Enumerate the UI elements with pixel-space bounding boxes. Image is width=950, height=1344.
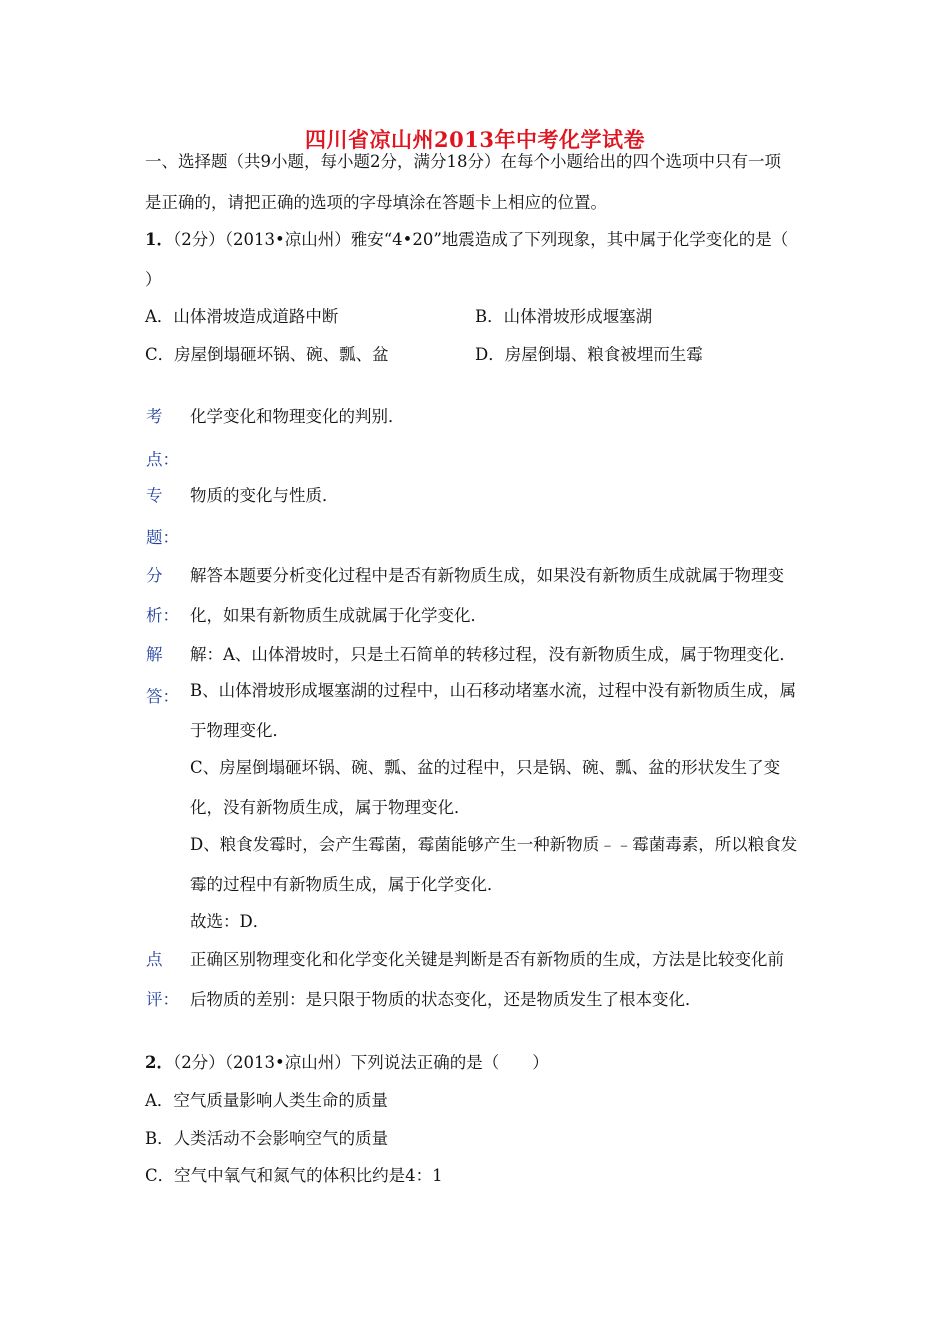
question-1-stem — [145, 230, 788, 250]
fenxi-label-2: 析： — [146, 606, 179, 625]
question-1-option-c: C．房屋倒塌砸坏锅、碗、瓢、盆 — [145, 345, 389, 364]
jieda-line-8: 故选：D． — [190, 912, 270, 931]
dianping-text-line-1: 正确区别物理变化和化学变化关键是判断是否有新物质的生成，方法是比较变化前 — [190, 950, 784, 969]
question-2-number: 2． — [145, 1053, 173, 1072]
zhuanti-label-1: 专 — [146, 486, 163, 505]
kaodian-label-1: 考 — [146, 407, 163, 426]
question-2-option-c: C．空气中氧气和氮气的体积比约是4：1 — [145, 1166, 443, 1185]
jieda-line-2: B、山体滑坡形成堰塞湖的过程中，山石移动堵塞水流，过程中没有新物质生成，属 — [190, 681, 797, 700]
page-title: 四川省凉山州2013年中考化学试卷 — [305, 127, 645, 152]
zhuanti-label-2: 题： — [146, 528, 179, 547]
jieda-line-3: 于物理变化． — [190, 721, 289, 740]
question-2-option-b: B．人类活动不会影响空气的质量 — [145, 1129, 389, 1148]
kaodian-label-2: 点： — [146, 450, 179, 469]
jieda-line-7: 霉的过程中有新物质生成，属于化学变化． — [190, 875, 504, 894]
dianping-label-1: 点 — [146, 950, 163, 969]
section-heading-line-2: 是正确的，请把正确的选项的字母填涂在答题卡上相应的位置。 — [145, 193, 607, 212]
jieda-line-5: 化，没有新物质生成，属于物理变化． — [190, 798, 471, 817]
fenxi-text-line-2: 化，如果有新物质生成就属于化学变化． — [190, 606, 487, 625]
question-1-stem-end: ） — [145, 270, 162, 289]
question-1-number: 1． — [145, 230, 173, 249]
question-2-option-a: A．空气质量影响人类生命的质量 — [145, 1091, 388, 1110]
fenxi-text-line-1: 解答本题要分析变化过程中是否有新物质生成，如果没有新物质生成就属于物理变 — [190, 566, 784, 585]
jieda-line-1: 解：A、山体滑坡时，只是土石简单的转移过程，没有新物质生成，属于物理变化． — [190, 645, 796, 664]
question-1-option-a: A．山体滑坡造成道路中断 — [145, 307, 339, 326]
dianping-label-2: 评： — [146, 990, 179, 1009]
dianping-text-line-2: 后物质的差别：是只限于物质的状态变化，还是物质发生了根本变化． — [190, 990, 702, 1009]
zhuanti-text: 物质的变化与性质． — [190, 486, 339, 505]
kaodian-text: 化学变化和物理变化的判别． — [190, 407, 405, 426]
question-1-stem-text: （2分）（2013•凉山州）雅安“4•20”地震造成了下列现象，其中属于化学变化的是（ — [172, 230, 789, 249]
question-1-option-d: D．房屋倒塌、粮食被埋而生霉 — [475, 345, 703, 364]
jieda-label-2: 答： — [146, 687, 179, 706]
jieda-line-4: C、房屋倒塌砸坏锅、碗、瓢、盆的过程中，只是锅、碗、瓢、盆的形状发生了变 — [190, 758, 781, 777]
jieda-label-1: 解 — [146, 645, 163, 664]
question-2-stem — [145, 1053, 549, 1073]
section-heading-line-1: 一、选择题（共9小题，每小题2分，满分18分）在每个小题给出的四个选项中只有一项 — [145, 152, 781, 171]
fenxi-label-1: 分 — [146, 566, 163, 585]
jieda-line-6: D、粮食发霉时，会产生霉菌，霉菌能够产生一种新物质﹣﹣霉菌毒素，所以粮食发 — [190, 835, 798, 854]
question-2-stem-text: （2分）（2013•凉山州）下列说法正确的是（ ） — [172, 1053, 549, 1072]
question-1-option-b: B．山体滑坡形成堰塞湖 — [475, 307, 653, 326]
